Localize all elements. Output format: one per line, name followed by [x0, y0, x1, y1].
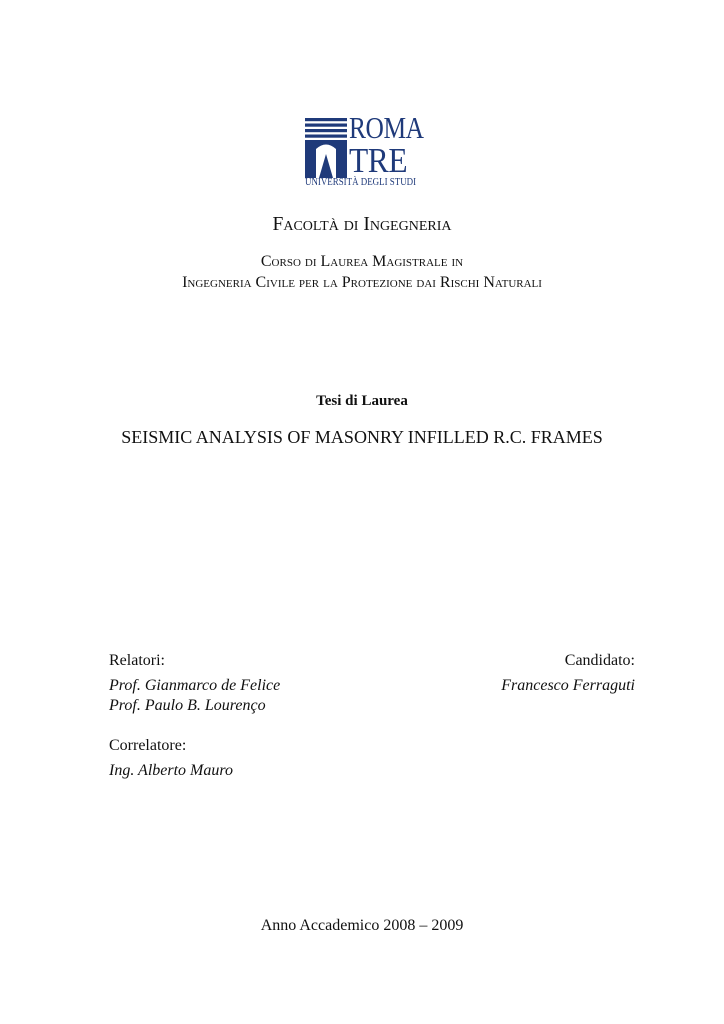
thesis-title: SEISMIC ANALYSIS OF MASONRY INFILLED R.C. FRAMES	[121, 427, 603, 447]
co-supervisor-name: Ing. Alberto Mauro	[109, 762, 233, 779]
roma-tre-emblem-icon	[303, 116, 351, 178]
supervisors-label: Relatori:	[109, 652, 165, 669]
logo-tre-text: TRE	[349, 141, 408, 180]
logo-roma-text: ROMA	[349, 110, 424, 145]
course-line-2: Ingegneria Civile per la Protezione dai Rischi Naturali	[182, 274, 542, 291]
co-supervisor-label: Correlatore:	[109, 737, 187, 754]
course-line-1: Corso di Laurea Magistrale in	[260, 253, 464, 270]
thesis-label: Tesi di Laurea	[316, 393, 408, 409]
faculty-title: Facoltà di Ingegneria	[272, 214, 452, 235]
academic-year: Anno Accademico 2008 – 2009	[260, 917, 464, 934]
logo-university-text: UNIVERSITÀ DEGLI STUDI	[305, 177, 417, 188]
university-logo	[303, 110, 443, 192]
candidate-label: Candidato:	[564, 652, 635, 669]
supervisor-name: Prof. Gianmarco de Felice	[109, 677, 281, 694]
candidate-name: Francesco Ferraguti	[501, 677, 635, 694]
supervisor-name: Prof. Paulo B. Lourenço	[109, 697, 266, 714]
